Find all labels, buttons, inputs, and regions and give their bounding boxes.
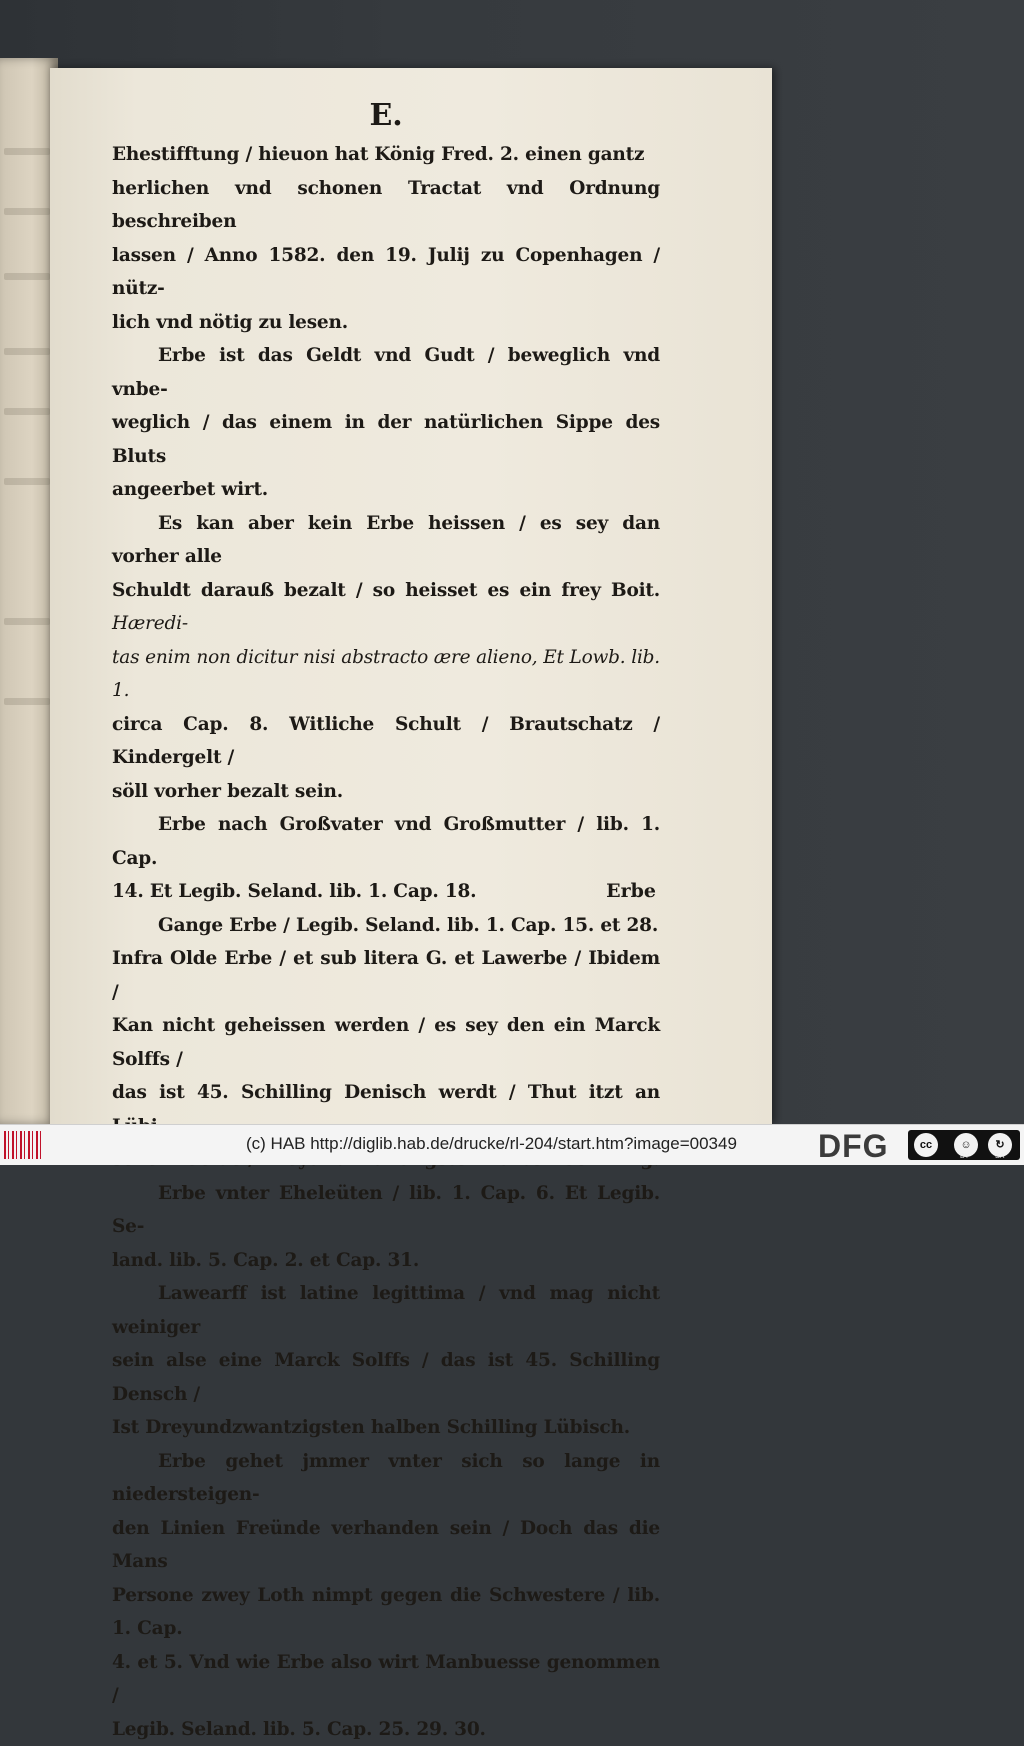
text-line: lassen / Anno 1582. den 19. Julij zu Copenhagen / nütz- xyxy=(112,239,660,306)
copyright-link[interactable]: (c) HAB http://diglib.hab.de/drucke/rl-204/start.htm?image=00349 xyxy=(246,1134,737,1154)
text-line: angeerbet wirt. xyxy=(112,473,660,507)
text-line: Infra Olde Erbe / et sub litera G. et Lawerbe / Ibidem / xyxy=(112,942,660,1009)
text-line: Es kan aber kein Erbe heissen / es sey dan vorher alle xyxy=(112,507,660,574)
barcode-icon xyxy=(4,1131,42,1159)
text-line: Legib. Seland. lib. 5. Cap. 25. 29. 30. xyxy=(112,1713,660,1746)
text-line: 4. et 5. Vnd wie Erbe also wirt Manbuesse genommen / xyxy=(112,1646,660,1713)
text-line: Erbe nach Großvater vnd Großmutter / lib. 1. Cap. xyxy=(112,808,660,875)
text-line: söll vorher bezalt sein. xyxy=(112,775,660,809)
text-line: das ist 45. Schilling Denisch werdt / Thut itzt an xyxy=(112,1076,660,1143)
text-line: 14. Et Legib. Seland. lib. 1. Cap. 18. xyxy=(112,875,660,909)
paragraph-ehestifftung xyxy=(112,138,660,339)
creative-commons-badge[interactable] xyxy=(908,1130,1020,1160)
text-line: Lawearff ist latine legittima / vnd mag nicht weiniger xyxy=(112,1277,660,1344)
text-segment: Schuldt darauß bezalt / so heisset es ein frey Boit. xyxy=(112,580,660,601)
text-line: Gange Erbe / Legib. Seland. lib. 1. Cap. 15. et 28. xyxy=(112,909,660,943)
latin-line: tas enim non dicitur nisi abstracto ære alieno, Et Lowb. lib. 1. xyxy=(112,641,660,708)
section-letter: E. xyxy=(112,96,660,136)
license-sa-label: SA xyxy=(995,1153,1004,1160)
paragraph-grossvater xyxy=(112,808,660,909)
text-line: Erbe gehet jmmer vnter sich so lange in niedersteigen- xyxy=(112,1445,660,1512)
text-line: lich vnd nötig zu lesen. xyxy=(112,306,660,340)
text-line: Persone zwey Loth nimpt gegen die Schwestere / lib. 1. Cap. xyxy=(112,1579,660,1646)
text-line: circa Cap. 8. Witliche Schult / Brautschatz / Kindergelt / xyxy=(112,708,660,775)
text-line: sein alse eine Marck Solffs / das ist 45. Schilling Densch / xyxy=(112,1344,660,1411)
paragraph-lawearff xyxy=(112,1277,660,1445)
page-body xyxy=(112,96,660,1746)
dfg-logo: DFG xyxy=(818,1128,889,1165)
text-line: land. lib. 5. Cap. 2. et Cap. 31. xyxy=(112,1244,660,1278)
text-line: weglich / das einem in der natürlichen Sippe des Bluts xyxy=(112,406,660,473)
paragraph-eheleuten xyxy=(112,1177,660,1278)
footer-bar xyxy=(0,1124,1024,1165)
catchword: Erbe xyxy=(606,880,656,902)
paragraph-niedersteigen xyxy=(112,1445,660,1746)
text-line: Ehestifftung / hieuon hat König Fred. 2. einen gantz xyxy=(112,138,660,172)
share-alike-icon: ↻ xyxy=(988,1133,1012,1157)
cc-icon: cc xyxy=(914,1133,938,1157)
text-line: Erbe ist das Geldt vnd Gudt / beweglich vnd vnbe- xyxy=(112,339,660,406)
text-line: Erbe vnter Eheleüten / lib. 1. Cap. 6. Et Legib. Se- xyxy=(112,1177,660,1244)
text-line: Ist Dreyundzwantzigsten halben Schilling Lübisch. xyxy=(112,1411,660,1445)
latin-text: Hæredi- xyxy=(112,613,188,634)
text-line xyxy=(112,574,660,641)
license-by-label: BY xyxy=(960,1153,969,1160)
paragraph-schuldt xyxy=(112,507,660,809)
attribution-person-icon: ☺ xyxy=(954,1133,978,1157)
text-line: den Linien Freünde verhanden sein / Doch das die Mans xyxy=(112,1512,660,1579)
paragraph-erbe-definition xyxy=(112,339,660,507)
text-line: Kan nicht geheissen werden / es sey den ein Marck Solffs / xyxy=(112,1009,660,1076)
book-page xyxy=(50,68,772,1124)
text-line: herlichen vnd schonen Tractat vnd Ordnung beschreiben xyxy=(112,172,660,239)
